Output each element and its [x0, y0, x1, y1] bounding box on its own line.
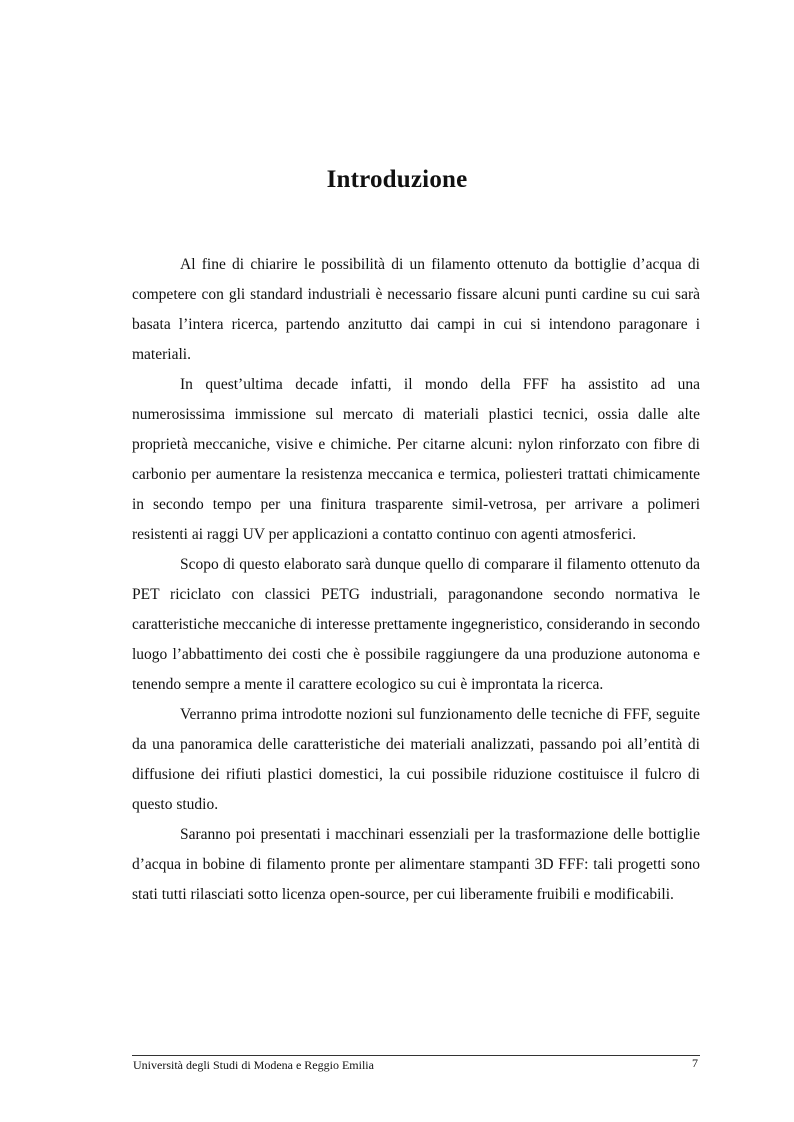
footer-institution: Università degli Studi di Modena e Reggio Emilia: [133, 1058, 374, 1072]
paragraph: Saranno poi presentati i macchinari essenziali per la trasformazione delle bottiglie d’acqua in bobine di filamento pronte per alimentare stampanti 3D FFF: tali progetti sono stati tutti rilasciati sotto licenza open-source, per cui liberamente fruibili e modificabili.: [132, 826, 700, 903]
body-text: [132, 250, 700, 910]
page-title: Introduzione: [326, 166, 468, 193]
paragraph: Verranno prima introdotte nozioni sul funzionamento delle tecniche di FFF, seguite da una panoramica delle caratteristiche dei materiali analizzati, passando poi all’entità di diffusione dei rifiuti plastici domestici, la cui possibile riduzione costituisce il fulcro di questo studio.: [132, 706, 700, 813]
footer-divider: [132, 1055, 700, 1056]
paragraph: In quest’ultima decade infatti, il mondo della FFF ha assistito ad una numerosissima immissione sul mercato di materiali plastici tecnici, ossia dalle alte proprietà meccaniche, visive e chimiche. Per citarne alcuni: nylon rinforzato con fibre di carbonio per aumentare la resistenza meccanica e termica, poliesteri trattati chimicamente in secondo tempo per una finitura trasparente simil-vetrosa, per arrivare a polimeri resistenti ai raggi UV per applicazioni a contatto continuo con agenti atmosferici.: [132, 376, 700, 543]
paragraph: Al fine di chiarire le possibilità di un filamento ottenuto da bottiglie d’acqua di competere con gli standard industriali è necessario fissare alcuni punti cardine su cui sarà basata l’intera ricerca, partendo anzitutto dai campi in cui si intendono paragonare i materiali.: [132, 256, 700, 363]
paragraph: Scopo di questo elaborato sarà dunque quello di comparare il filamento ottenuto da PET riciclato con classici PETG industriali, paragonandone secondo normativa le caratteristiche meccaniche di interesse prettamente ingegneristico, considerando in secondo luogo l’abbattimento dei costi che è possibile raggiungere da una produzione autonoma e tenendo sempre a mente il carattere ecologico su cui è improntata la ricerca.: [132, 556, 700, 693]
page-number: 7: [692, 1056, 698, 1070]
